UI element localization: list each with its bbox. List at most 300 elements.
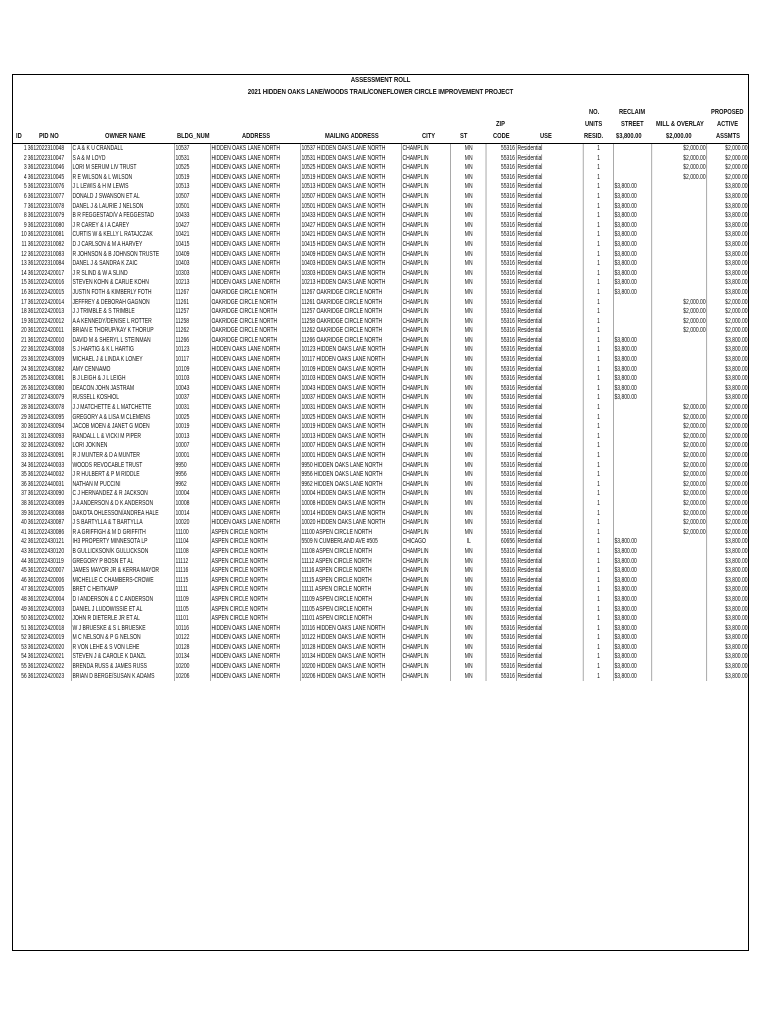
cell-mailing: 11108 ASPEN CIRCLE NORTH [300, 547, 401, 557]
cell-use: Residential [516, 192, 583, 202]
cell-mailing: 10421 HIDDEN OAKS LANE NORTH [300, 230, 401, 240]
cell-active: $3,800.00 [706, 230, 748, 240]
cell-use: Residential [516, 393, 583, 403]
cell-mill: $2,000.00 [651, 499, 706, 509]
cell-mill [651, 585, 706, 595]
cell-use: Residential [516, 288, 583, 298]
cell-use: Residential [516, 633, 583, 643]
cell-bldg: 11115 [174, 576, 210, 586]
cell-units: 1 [583, 614, 613, 624]
cell-city: CHAMPLIN [401, 547, 450, 557]
cell-st: MN [450, 365, 486, 375]
cell-pid: 3612022420014 [27, 298, 65, 306]
cell-active: $2,000.00 [706, 173, 748, 183]
cell-pid: 3612022420013 [27, 308, 65, 316]
cell-address: HIDDEN OAKS LANE NORTH [210, 672, 300, 682]
table-row [13, 413, 748, 423]
cell-mill [651, 595, 706, 605]
cell-active: $3,800.00 [706, 624, 748, 634]
cell-pid: 3612022430008 [27, 346, 65, 354]
cell-st: MN [450, 585, 486, 595]
cell-use: Residential [516, 528, 583, 538]
cell-owner: JUSTIN FOTH & KIMBERLY FOTH [71, 288, 174, 298]
cell-pid: 3612022420006 [27, 576, 65, 584]
cell-owner: J L LEWIS & H M LEWIS [71, 182, 174, 192]
table-row [13, 154, 748, 164]
cell-city: CHAMPLIN [401, 298, 450, 308]
cell-mill [651, 605, 706, 615]
cell-active: $3,800.00 [706, 240, 748, 250]
cell-mailing: 10043 HIDDEN OAKS LANE NORTH [300, 384, 401, 394]
cell-pid: 3612022420003 [27, 605, 65, 613]
cell-reclaim [613, 518, 651, 528]
cell-address: HIDDEN OAKS LANE NORTH [210, 432, 300, 442]
cell-st: MN [450, 202, 486, 212]
cell-bldg: 10004 [174, 489, 210, 499]
cell-zip: 55316 [486, 672, 516, 682]
cell-bldg: 9962 [174, 480, 210, 490]
cell-st: MN [450, 662, 486, 672]
cell-mailing: 11109 ASPEN CIRCLE NORTH [300, 595, 401, 605]
cell-zip: 55316 [486, 182, 516, 192]
cell-mill: $2,000.00 [651, 528, 706, 538]
table-row [13, 652, 748, 662]
cell-mill [651, 278, 706, 288]
cell-active: $2,000.00 [706, 403, 748, 413]
cell-pid: 3612022430094 [27, 423, 65, 431]
cell-zip: 55316 [486, 317, 516, 327]
cell-mailing: 11116 ASPEN CIRCLE NORTH [300, 566, 401, 576]
header-units-3: RESID. [584, 133, 604, 140]
cell-zip: 55316 [486, 192, 516, 202]
cell-use: Residential [516, 154, 583, 164]
cell-id: 14 [20, 269, 27, 277]
cell-reclaim [613, 432, 651, 442]
table-row [13, 489, 748, 499]
table-row [13, 298, 748, 308]
cell-units: 1 [583, 163, 613, 173]
cell-pid: 3612022420020 [27, 643, 65, 651]
cell-mailing: 10409 HIDDEN OAKS LANE NORTH [300, 250, 401, 260]
cell-use: Residential [516, 566, 583, 576]
cell-zip: 55316 [486, 288, 516, 298]
cell-reclaim: $3,800.00 [613, 365, 651, 375]
cell-id: 30 [20, 423, 27, 431]
table-row [13, 537, 748, 547]
cell-active: $2,000.00 [706, 298, 748, 308]
cell-bldg: 10213 [174, 278, 210, 288]
cell-active: $3,800.00 [706, 595, 748, 605]
cell-pid: 3612022420018 [27, 624, 65, 632]
cell-use: Residential [516, 652, 583, 662]
cell-owner: JAMES MAYOR JR & KERRA MAYOR [71, 566, 174, 576]
cell-use: Residential [516, 211, 583, 221]
cell-bldg: 11104 [174, 537, 210, 547]
cell-city: CHAMPLIN [401, 221, 450, 231]
cell-active: $2,000.00 [706, 480, 748, 490]
cell-address: HIDDEN OAKS LANE NORTH [210, 441, 300, 451]
cell-city: CHAMPLIN [401, 365, 450, 375]
cell-mill: $2,000.00 [651, 441, 706, 451]
cell-reclaim: $3,800.00 [613, 672, 651, 682]
cell-mill [651, 221, 706, 231]
header-reclaim-3: $3,800.00 [616, 133, 642, 140]
cell-id: 8 [23, 212, 27, 220]
cell-owner: J R HULBERT & P M RIDDLE [71, 470, 174, 480]
cell-owner: DANEL J & SANDRA K ZAIC [71, 259, 174, 269]
cell-owner: W J BRUESKE & S L BRUESKE [71, 624, 174, 634]
cell-id: 23 [20, 356, 27, 364]
cell-id: 22 [20, 346, 27, 354]
cell-address: HIDDEN OAKS LANE NORTH [210, 173, 300, 183]
cell-owner: D J CARLSON & M A HARVEY [71, 240, 174, 250]
cell-use: Residential [516, 326, 583, 336]
cell-owner: A A KENNEDY/DENISE L ROTTER [71, 317, 174, 327]
cell-zip: 55316 [486, 643, 516, 653]
cell-pid: 3612022310047 [27, 154, 65, 162]
cell-mailing: 11258 OAKRIDGE CIRCLE NORTH [300, 317, 401, 327]
table-row [13, 509, 748, 519]
cell-city: CHAMPLIN [401, 211, 450, 221]
cell-mill: $2,000.00 [651, 163, 706, 173]
cell-owner: M C NELSON & P G NELSON [71, 633, 174, 643]
cell-active: $3,800.00 [706, 221, 748, 231]
cell-address: HIDDEN OAKS LANE NORTH [210, 393, 300, 403]
cell-reclaim: $3,800.00 [613, 345, 651, 355]
cell-city: CHAMPLIN [401, 374, 450, 384]
cell-bldg: 10415 [174, 240, 210, 250]
cell-reclaim [613, 326, 651, 336]
table-row [13, 566, 748, 576]
cell-address: HIDDEN OAKS LANE NORTH [210, 211, 300, 221]
cell-bldg: 9950 [174, 461, 210, 471]
cell-zip: 55316 [486, 163, 516, 173]
cell-city: CHAMPLIN [401, 345, 450, 355]
cell-bldg: 10007 [174, 441, 210, 451]
cell-mailing: 10427 HIDDEN OAKS LANE NORTH [300, 221, 401, 231]
cell-mailing: 10507 HIDDEN OAKS LANE NORTH [300, 192, 401, 202]
cell-mailing: 10403 HIDDEN OAKS LANE NORTH [300, 259, 401, 269]
cell-id: 48 [20, 595, 27, 603]
cell-bldg: 11258 [174, 317, 210, 327]
cell-pid: 3612022430095 [27, 413, 65, 421]
cell-st: MN [450, 336, 486, 346]
cell-use: Residential [516, 240, 583, 250]
cell-city: CHAMPLIN [401, 557, 450, 567]
cell-id: 50 [20, 615, 27, 623]
cell-pid: 3612022310081 [27, 231, 65, 239]
cell-active: $2,000.00 [706, 307, 748, 317]
cell-city: CHAMPLIN [401, 250, 450, 260]
cell-pid: 3612022420015 [27, 288, 65, 296]
cell-st: MN [450, 624, 486, 634]
cell-pid: 3612022430093 [27, 432, 65, 440]
cell-use: Residential [516, 173, 583, 183]
cell-bldg: 10134 [174, 652, 210, 662]
cell-address: ASPEN CIRCLE NORTH [210, 614, 300, 624]
cell-use: Residential [516, 259, 583, 269]
cell-st: MN [450, 278, 486, 288]
cell-reclaim: $3,800.00 [613, 288, 651, 298]
cell-units: 1 [583, 269, 613, 279]
cell-mill: $2,000.00 [651, 144, 706, 154]
cell-mill [651, 336, 706, 346]
cell-zip: 55316 [486, 633, 516, 643]
cell-mill [651, 662, 706, 672]
cell-use: Residential [516, 384, 583, 394]
cell-st: MN [450, 652, 486, 662]
cell-address: HIDDEN OAKS LANE NORTH [210, 652, 300, 662]
cell-bldg: 11108 [174, 547, 210, 557]
cell-pid: 3612022430092 [27, 442, 65, 450]
cell-active: $3,800.00 [706, 374, 748, 384]
cell-city: CHAMPLIN [401, 230, 450, 240]
cell-use: Residential [516, 374, 583, 384]
cell-mill [651, 250, 706, 260]
cell-use: Residential [516, 499, 583, 509]
header-active-1: PROPOSED [711, 109, 744, 116]
cell-mill [651, 566, 706, 576]
cell-owner: R J MUNTER & D A MUNTER [71, 451, 174, 461]
cell-reclaim: $3,800.00 [613, 221, 651, 231]
cell-id: 16 [20, 288, 27, 296]
cell-owner: J A ANDERSON & D K ANDERSON [71, 499, 174, 509]
cell-pid: 3612022310080 [27, 221, 65, 229]
cell-mailing: 10200 HIDDEN OAKS LANE NORTH [300, 662, 401, 672]
cell-address: HIDDEN OAKS LANE NORTH [210, 259, 300, 269]
cell-units: 1 [583, 182, 613, 192]
header-active-3: ASSMTS [716, 133, 740, 140]
cell-units: 1 [583, 240, 613, 250]
assessment-table-body [13, 144, 748, 681]
header-city: CITY [422, 133, 436, 140]
cell-bldg: 11267 [174, 288, 210, 298]
cell-bldg: 10103 [174, 374, 210, 384]
cell-pid: 3612022430121 [27, 538, 65, 546]
cell-bldg: 11266 [174, 336, 210, 346]
cell-pid: 3612022310046 [27, 164, 65, 172]
cell-zip: 55316 [486, 605, 516, 615]
cell-city: CHAMPLIN [401, 326, 450, 336]
cell-zip: 55316 [486, 576, 516, 586]
table-row [13, 672, 748, 682]
cell-use: Residential [516, 662, 583, 672]
cell-units: 1 [583, 547, 613, 557]
cell-mailing: 10122 HIDDEN OAKS LANE NORTH [300, 633, 401, 643]
cell-bldg: 10303 [174, 269, 210, 279]
cell-reclaim: $3,800.00 [613, 566, 651, 576]
cell-id: 19 [20, 317, 27, 325]
cell-use: Residential [516, 355, 583, 365]
cell-bldg: 10513 [174, 182, 210, 192]
cell-mailing: 10519 HIDDEN OAKS LANE NORTH [300, 173, 401, 183]
cell-address: HIDDEN OAKS LANE NORTH [210, 182, 300, 192]
cell-use: Residential [516, 230, 583, 240]
cell-owner: RUSSELL KOSHIOL [71, 393, 174, 403]
table-row [13, 192, 748, 202]
cell-active: $3,800.00 [706, 211, 748, 221]
cell-st: MN [450, 345, 486, 355]
cell-mailing: 11266 OAKRIDGE CIRCLE NORTH [300, 336, 401, 346]
table-row [13, 269, 748, 279]
cell-zip: 55316 [486, 259, 516, 269]
cell-mill [651, 230, 706, 240]
cell-mailing: 10116 HIDDEN OAKS LANE NORTH [300, 624, 401, 634]
cell-bldg: 10122 [174, 633, 210, 643]
cell-st: MN [450, 557, 486, 567]
cell-address: HIDDEN OAKS LANE NORTH [210, 403, 300, 413]
cell-owner: JOHN R DIETERLE JR ET AL [71, 614, 174, 624]
cell-id: 44 [20, 557, 27, 565]
cell-bldg: 11105 [174, 605, 210, 615]
cell-owner: NATHAN M PUCCINI [71, 480, 174, 490]
cell-id: 38 [20, 499, 27, 507]
cell-st: IL [450, 537, 486, 547]
table-row [13, 595, 748, 605]
cell-zip: 55316 [486, 652, 516, 662]
cell-id: 40 [20, 519, 27, 527]
cell-reclaim: $3,800.00 [613, 250, 651, 260]
cell-use: Residential [516, 307, 583, 317]
cell-units: 1 [583, 393, 613, 403]
table-row [13, 576, 748, 586]
cell-bldg: 10200 [174, 662, 210, 672]
cell-bldg: 11101 [174, 614, 210, 624]
cell-units: 1 [583, 595, 613, 605]
cell-city: CHAMPLIN [401, 595, 450, 605]
cell-bldg: 11111 [174, 585, 210, 595]
cell-city: CHAMPLIN [401, 355, 450, 365]
cell-owner: DANIEL J LUDOWISSIE ET AL [71, 605, 174, 615]
cell-mill [651, 652, 706, 662]
cell-id: 7 [23, 202, 27, 210]
cell-pid: 3612022430082 [27, 365, 65, 373]
cell-active: $3,800.00 [706, 633, 748, 643]
cell-bldg: 10537 [174, 144, 210, 154]
cell-active: $3,800.00 [706, 355, 748, 365]
cell-units: 1 [583, 518, 613, 528]
cell-address: ASPEN CIRCLE NORTH [210, 576, 300, 586]
cell-reclaim [613, 163, 651, 173]
cell-mailing: 10037 HIDDEN OAKS LANE NORTH [300, 393, 401, 403]
cell-pid: 3612022430078 [27, 404, 65, 412]
cell-units: 1 [583, 470, 613, 480]
cell-city: CHAMPLIN [401, 451, 450, 461]
cell-units: 1 [583, 413, 613, 423]
cell-owner: LORI JOKINEN [71, 441, 174, 451]
cell-st: MN [450, 441, 486, 451]
cell-address: HIDDEN OAKS LANE NORTH [210, 269, 300, 279]
cell-id: 5 [23, 183, 27, 191]
cell-address: HIDDEN OAKS LANE NORTH [210, 643, 300, 653]
cell-bldg: 10014 [174, 509, 210, 519]
cell-city: CHAMPLIN [401, 413, 450, 423]
table-row [13, 384, 748, 394]
cell-bldg: 10025 [174, 413, 210, 423]
cell-reclaim [613, 413, 651, 423]
table-row [13, 403, 748, 413]
cell-city: CHAMPLIN [401, 509, 450, 519]
cell-mailing: 11261 OAKRIDGE CIRCLE NORTH [300, 298, 401, 308]
cell-owner: WOODS REVOCABLE TRUST [71, 461, 174, 471]
cell-id: 56 [20, 672, 27, 680]
cell-id: 12 [20, 250, 27, 258]
cell-st: MN [450, 230, 486, 240]
cell-id: 37 [20, 490, 27, 498]
cell-address: HIDDEN OAKS LANE NORTH [210, 230, 300, 240]
cell-reclaim: $3,800.00 [613, 182, 651, 192]
cell-city: CHAMPLIN [401, 605, 450, 615]
cell-reclaim [613, 528, 651, 538]
cell-active: $3,800.00 [706, 576, 748, 586]
cell-mailing: 10117 HIDDEN OAKS LANE NORTH [300, 355, 401, 365]
cell-mailing: 10537 HIDDEN OAKS LANE NORTH [300, 144, 401, 154]
cell-pid: 3612022420017 [27, 269, 65, 277]
cell-zip: 55316 [486, 489, 516, 499]
cell-id: 26 [20, 384, 27, 392]
cell-active: $3,800.00 [706, 192, 748, 202]
cell-use: Residential [516, 422, 583, 432]
cell-pid: 3612022440031 [27, 480, 65, 488]
cell-city: CHAMPLIN [401, 202, 450, 212]
cell-address: HIDDEN OAKS LANE NORTH [210, 154, 300, 164]
cell-address: ASPEN CIRCLE NORTH [210, 528, 300, 538]
cell-mill: $2,000.00 [651, 509, 706, 519]
cell-pid: 3612022430087 [27, 519, 65, 527]
cell-city: CHAMPLIN [401, 576, 450, 586]
cell-reclaim: $3,800.00 [613, 537, 651, 547]
cell-mill [651, 269, 706, 279]
cell-units: 1 [583, 432, 613, 442]
header-mailing: MAILING ADDRESS [325, 133, 379, 140]
cell-address: HIDDEN OAKS LANE NORTH [210, 355, 300, 365]
cell-zip: 55316 [486, 307, 516, 317]
cell-bldg: 9956 [174, 470, 210, 480]
table-row [13, 643, 748, 653]
cell-bldg: 10206 [174, 672, 210, 682]
table-row [13, 499, 748, 509]
cell-active: $2,000.00 [706, 518, 748, 528]
cell-zip: 55316 [486, 566, 516, 576]
cell-use: Residential [516, 461, 583, 471]
table-row [13, 173, 748, 183]
cell-reclaim: $3,800.00 [613, 269, 651, 279]
cell-bldg: 11261 [174, 298, 210, 308]
cell-id: 35 [20, 471, 27, 479]
cell-reclaim [613, 307, 651, 317]
cell-id: 25 [20, 375, 27, 383]
cell-active: $3,800.00 [706, 614, 748, 624]
cell-address: OAKRIDGE CIRCLE NORTH [210, 326, 300, 336]
cell-reclaim: $3,800.00 [613, 662, 651, 672]
header-units-2: UNITS [585, 121, 603, 128]
cell-st: MN [450, 298, 486, 308]
cell-pid: 3612022420011 [27, 327, 64, 335]
cell-reclaim: $3,800.00 [613, 336, 651, 346]
cell-units: 1 [583, 499, 613, 509]
header-bldg: BLDG_NUM [177, 133, 210, 140]
cell-mill: $2,000.00 [651, 173, 706, 183]
table-row [13, 585, 748, 595]
cell-mailing: 11257 OAKRIDGE CIRCLE NORTH [300, 307, 401, 317]
cell-mailing: 10020 HIDDEN OAKS LANE NORTH [300, 518, 401, 528]
cell-address: HIDDEN OAKS LANE NORTH [210, 163, 300, 173]
cell-reclaim: $3,800.00 [613, 192, 651, 202]
cell-active: $3,800.00 [706, 278, 748, 288]
cell-address: HIDDEN OAKS LANE NORTH [210, 509, 300, 519]
cell-id: 32 [20, 442, 27, 450]
cell-zip: 55316 [486, 144, 516, 154]
